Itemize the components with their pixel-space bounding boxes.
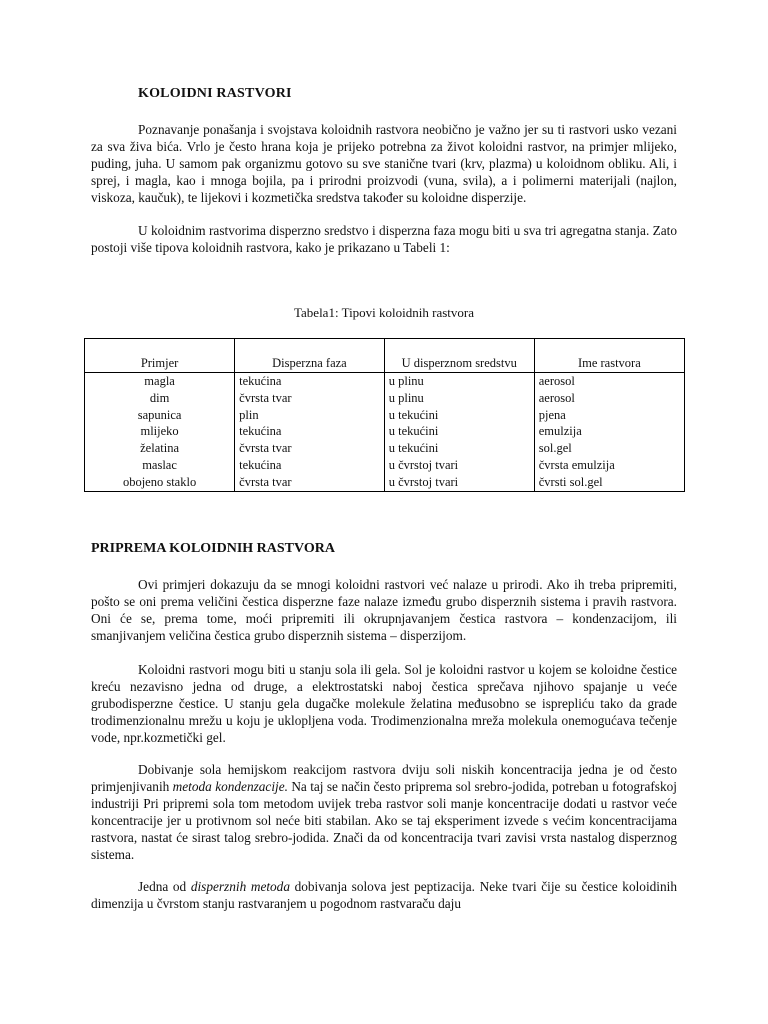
table-header-row — [85, 339, 685, 373]
cell-sredstvo: u tekućini — [384, 440, 534, 457]
intro-paragraph-2: U koloidnim rastvorima disperzno sredstvo i disperzna faza mogu biti u sva tri agregatna stanja. Zato postoji više tipova koloidnih rastvora, kako je prikazano u Tabeli 1: — [91, 223, 677, 255]
table-caption: Tabela1: Tipovi koloidnih rastvora — [294, 305, 474, 320]
cell-sredstvo: u čvrstoj tvari — [384, 474, 534, 491]
section2-paragraph-3 — [91, 761, 677, 863]
term-disperzne-metode: disperznih metoda — [190, 879, 290, 894]
cell-ime-rastvora: čvrsta emulzija — [534, 457, 684, 474]
cell-disperzna-faza: plin — [235, 407, 385, 424]
cell-sredstvo: u tekućini — [384, 407, 534, 424]
cell-ime-rastvora: pjena — [534, 407, 684, 424]
cell-primjer: mlijeko — [85, 423, 235, 440]
intro-paragraph-1: Poznavanje ponašanja i svojstava koloidnih rastvora neobično je važno jer su ti rastvori usko vezani za sva živa bića. Vrlo je često hrana koja je prijeko potrebna za život koloidni rastvor, na primjer mlijeko, puding, juha. U samom pak organizmu gotovo su sve stanične tvari (krv, plazma) u koloidnom obliku. Ali, i sprej, i magla, kao i mnoga bojila, pa i prirodni proizvodi (vuna, svila), a i polimerni materijali (najlon, viskoza, kaučuk), te lijekovi i kozmetička sredstva također su koloidne disperzije. — [91, 122, 677, 205]
header-disperzna-faza: Disperzna faza — [235, 339, 385, 373]
colloid-types-table — [84, 338, 685, 492]
cell-primjer: želatina — [85, 440, 235, 457]
header-primjer: Primjer — [85, 339, 235, 373]
cell-disperzna-faza: čvrsta tvar — [235, 440, 385, 457]
paragraph-3-text-a: Dobivanje sola hemijskom reakcijom rastvora dviju soli niskih koncentracija jedna je od često primjenjivanih — [91, 762, 677, 794]
table-row — [85, 390, 685, 407]
header-disperzno-sredstvo: U disperznom sredstvu — [384, 339, 534, 373]
cell-sredstvo: u plinu — [384, 390, 534, 407]
cell-primjer: obojeno staklo — [85, 474, 235, 491]
term-metoda-kondenzacije: metoda kondenzacije. — [172, 779, 288, 794]
document-title: KOLOIDNI RASTVORI — [138, 86, 292, 101]
cell-disperzna-faza: tekućina — [235, 457, 385, 474]
cell-ime-rastvora: aerosol — [534, 390, 684, 407]
table-row — [85, 474, 685, 491]
table-row — [85, 440, 685, 457]
cell-primjer: magla — [85, 373, 235, 390]
table-row — [85, 407, 685, 424]
cell-disperzna-faza: tekućina — [235, 373, 385, 390]
cell-ime-rastvora: čvrsti sol.gel — [534, 474, 684, 491]
cell-sredstvo: u tekućini — [384, 423, 534, 440]
cell-primjer: sapunica — [85, 407, 235, 424]
table-row — [85, 373, 685, 390]
cell-ime-rastvora: aerosol — [534, 373, 684, 390]
cell-primjer: maslac — [85, 457, 235, 474]
paragraph-4-text-a: Jedna od — [138, 879, 191, 894]
paragraph-3-text-b: Na taj se način često priprema sol srebro-jodida, potreban u fotografskoj industriji Pri pripremi sola tom metodom uvijek treba rastvor soli manje koncentracije dodati u rastvor veće koncentracije jer u protivnom sol neće biti stabilan. Ako se taj eksperiment izvede s većim koncentracijama rastvora, nastat će sirast talog srebro-jodida. Znači da od koncentracija tvari zavisi vrsta nastalog disperznog sistema. — [91, 779, 677, 862]
table-row — [85, 423, 685, 440]
cell-disperzna-faza: čvrsta tvar — [235, 390, 385, 407]
table-row — [85, 457, 685, 474]
section2-paragraph-1: Ovi primjeri dokazuju da se mnogi koloidni rastvori već nalaze u prirodi. Ako ih treba pripremiti, pošto se oni prema veličini čestica disperzne faze nalaze između grubo disperznih sistema i pravih rastvora. Oni će se, prema tome, moći pripremiti ili okrupnjavanjem čestica rastvora – kondenzacijom, ili smanjivanjem veličina čestica grubo disperznih sistema – disperzijom. — [91, 577, 677, 643]
section-title-priprema: PRIPREMA KOLOIDNIH RASTVORA — [91, 541, 335, 556]
cell-sredstvo: u plinu — [384, 373, 534, 390]
cell-ime-rastvora: emulzija — [534, 423, 684, 440]
cell-primjer: dim — [85, 390, 235, 407]
section2-paragraph-4 — [91, 878, 677, 912]
header-ime-rastvora: Ime rastvora — [534, 339, 684, 373]
paragraph-4-text-b: dobivanja solova jest peptizacija. Neke tvari čije su čestice koloidinih dimenzija u čvrstom stanju rastvaranjem u pogodnom rastvaraču daju — [91, 879, 677, 911]
section2-paragraph-2: Koloidni rastvori mogu biti u stanju sola ili gela. Sol je koloidni rastvor u kojem se koloidne čestice kreću nezavisno jedna od druge, a elektrostatski naboj čestica sprečava njihovo spajanje u veće grubodisperzne čestice. U stanju gela dugačke molekule želatina međusobno se isprepliću tako da grade trodimenzionalnu mrežu u koju je uklopljena voda. Trodimenzionalna mreža molekula onemogućava tečenje vode, npr.kozmetički gel. — [91, 662, 677, 745]
cell-sredstvo: u čvrstoj tvari — [384, 457, 534, 474]
cell-ime-rastvora: sol.gel — [534, 440, 684, 457]
cell-disperzna-faza: tekućina — [235, 423, 385, 440]
cell-disperzna-faza: čvrsta tvar — [235, 474, 385, 491]
